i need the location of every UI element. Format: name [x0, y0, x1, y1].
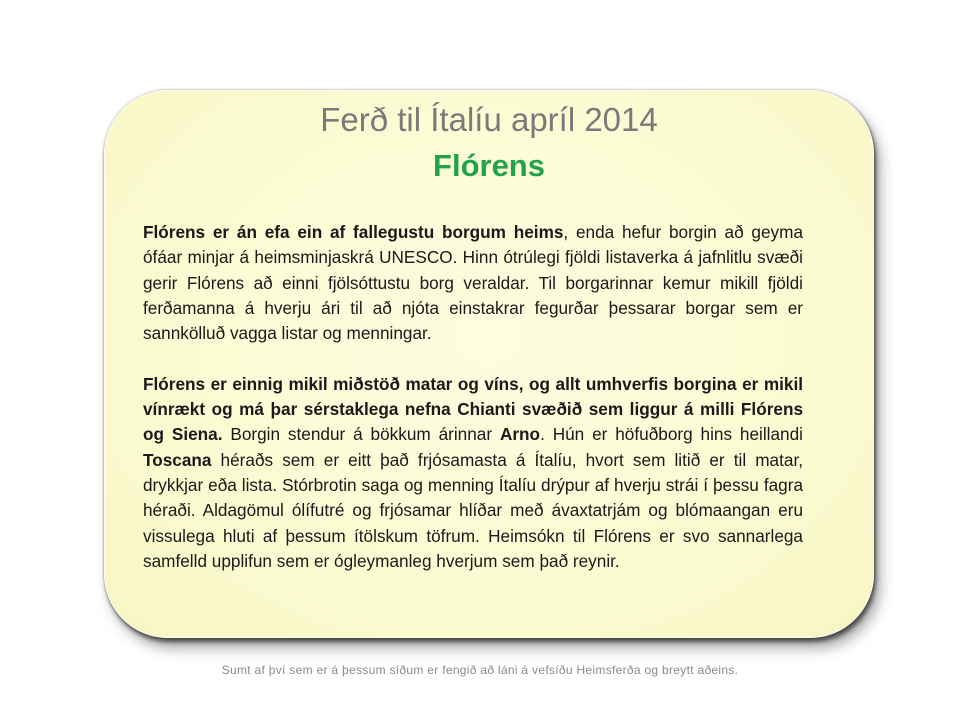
slide-title: Ferð til Ítalíu apríl 2014 — [320, 101, 658, 138]
slide-subtitle: Flórens — [433, 148, 545, 183]
paragraph-2-text-3: héraðs sem er eitt það frjósamasta á Ítalíu, hvort sem litið er til matar, drykkjar eða lista. Stórbrotin saga og menning Ítalíu drýpur af hverju strái í þessu fagra héraði. Aldagömul ólífutré og frjósamar hlíðar með ávaxtatrjám og blómaangan eru vissulega hluti af þessum ítölskum töfrum. Heimsókn til Flórens er svo sannarlega samfelld upplifun sem er ógleymanleg hverjum sem það reynir. — [143, 449, 803, 571]
paragraph-1-bold-lead: Flórens er án efa ein af fallegustu borgum heims — [143, 222, 564, 242]
region-name: Toscana — [143, 449, 212, 470]
paragraph-2-bold-lead: Flórens er einnig mikil miðstöð matar og víns, og allt umhverfis borgina er mikil vínrækt og má þar sérstaklega nefna Chianti svæðið sem liggur á milli Flórens og Siena. — [143, 373, 803, 445]
paragraph-2 — [143, 372, 803, 574]
paragraph-1-text: , enda hefur borgin að geyma ófáar minjar á heimsminjaskrá UNESCO. Hinn ótrúlegi fjöldi listaverka á jafnlitlu svæði gerir Flórens að einni fjölsóttustu borg veraldar. Til borgarinnar kemur mikill fjöldi ferðamanna á hverju ári til að njóta einstakrar fegurðar þessarar borgar sem er sannkölluð vagga listar og menningar. — [143, 222, 804, 344]
paragraph-2-text-2: . Hún er höfuðborg hins heillandi — [540, 424, 803, 445]
paragraph-2-text-1: Borgin stendur á bökkum árinnar — [222, 424, 500, 445]
paragraph-1 — [143, 220, 803, 346]
river-name: Arno — [499, 424, 541, 445]
body-text — [143, 220, 803, 574]
footer-note: Sumt af því sem er á þessum síðum er fengið að láni á vefsíðu Heimsferða og breytt aðeins. — [221, 663, 739, 677]
